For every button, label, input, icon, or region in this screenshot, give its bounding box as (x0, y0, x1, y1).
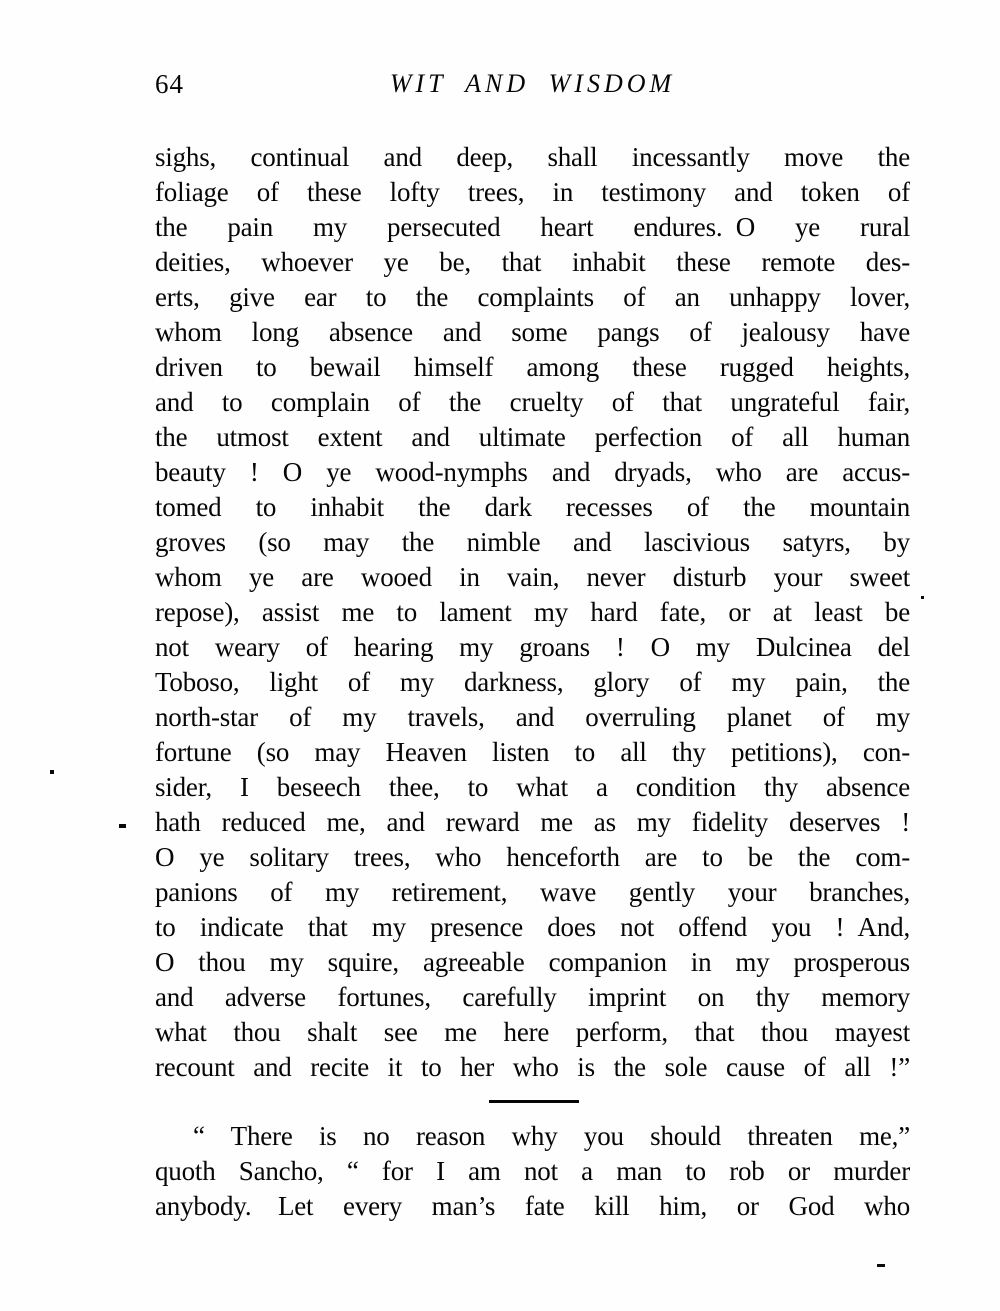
text-line: deities, whoever ye be, that inhabit these remote des- (155, 247, 910, 277)
text-line: the utmost extent and ultimate perfection of all human (155, 422, 910, 452)
text-line: erts, give ear to the complaints of an unhappy lover, (155, 282, 910, 312)
text-line: whom long absence and some pangs of jealousy have (155, 317, 910, 347)
scan-speck (877, 1264, 885, 1267)
page-header (155, 66, 910, 102)
text-line: to indicate that my presence does not offend you ! And, (155, 912, 910, 942)
text-line: foliage of these lofty trees, in testimony and token of (155, 177, 910, 207)
text-line: panions of my retirement, wave gently your branches, (155, 877, 910, 907)
text-line: Toboso, light of my darkness, glory of my pain, the (155, 667, 910, 697)
text-line: groves (so may the nimble and lascivious satyrs, by (155, 527, 910, 557)
text-line: whom ye are wooed in vain, never disturb your sweet (155, 562, 910, 592)
text-line: not weary of hearing my groans ! O my Dulcinea del (155, 632, 910, 662)
paragraph-sancho-reply (155, 1119, 910, 1224)
text-line: and adverse fortunes, carefully imprint on thy memory (155, 982, 910, 1012)
text-line: and to complain of the cruelty of that ungrateful fair, (155, 387, 910, 417)
text-line: anybody. Let every man’s fate kill him, or God who (155, 1191, 910, 1221)
paragraph-quixote-speech (155, 140, 910, 1085)
text-line: recount and recite it to her who is the sole cause of all !” (155, 1052, 910, 1082)
text-line: north-star of my travels, and overruling planet of my (155, 702, 910, 732)
text-line: driven to bewail himself among these rugged heights, (155, 352, 910, 382)
text-line: sighs, continual and deep, shall incessantly move the (155, 142, 910, 172)
text-line: beauty ! O ye wood-nymphs and dryads, who are accus- (155, 457, 910, 487)
running-title: WIT AND WISDOM (389, 69, 676, 98)
text-line: repose), assist me to lament my hard fate, or at least be (155, 597, 910, 627)
text-line: what thou shalt see me here perform, that thou mayest (155, 1017, 910, 1047)
scan-speck (50, 770, 54, 774)
text-line: fortune (so may Heaven listen to all thy petitions), con- (155, 737, 910, 767)
text-line: hath reduced me, and reward me as my fidelity deserves ! (155, 807, 910, 837)
text-line: tomed to inhabit the dark recesses of the mountain (155, 492, 910, 522)
text-line: the pain my persecuted heart endures. O ye rural (155, 212, 910, 242)
page-number: 64 (155, 69, 184, 99)
scan-speck (119, 824, 126, 828)
section-divider-rule (489, 1100, 579, 1103)
text-line: quoth Sancho, “ for I am not a man to rob or murder (155, 1156, 910, 1186)
text-line: sider, I beseech thee, to what a condition thy absence (155, 772, 910, 802)
scan-speck (921, 596, 924, 599)
text-line: O thou my squire, agreeable companion in my prosperous (155, 947, 910, 977)
text-line: O ye solitary trees, who henceforth are to be the com- (155, 842, 910, 872)
text-line: “ There is no reason why you should threaten me,” (193, 1121, 910, 1151)
